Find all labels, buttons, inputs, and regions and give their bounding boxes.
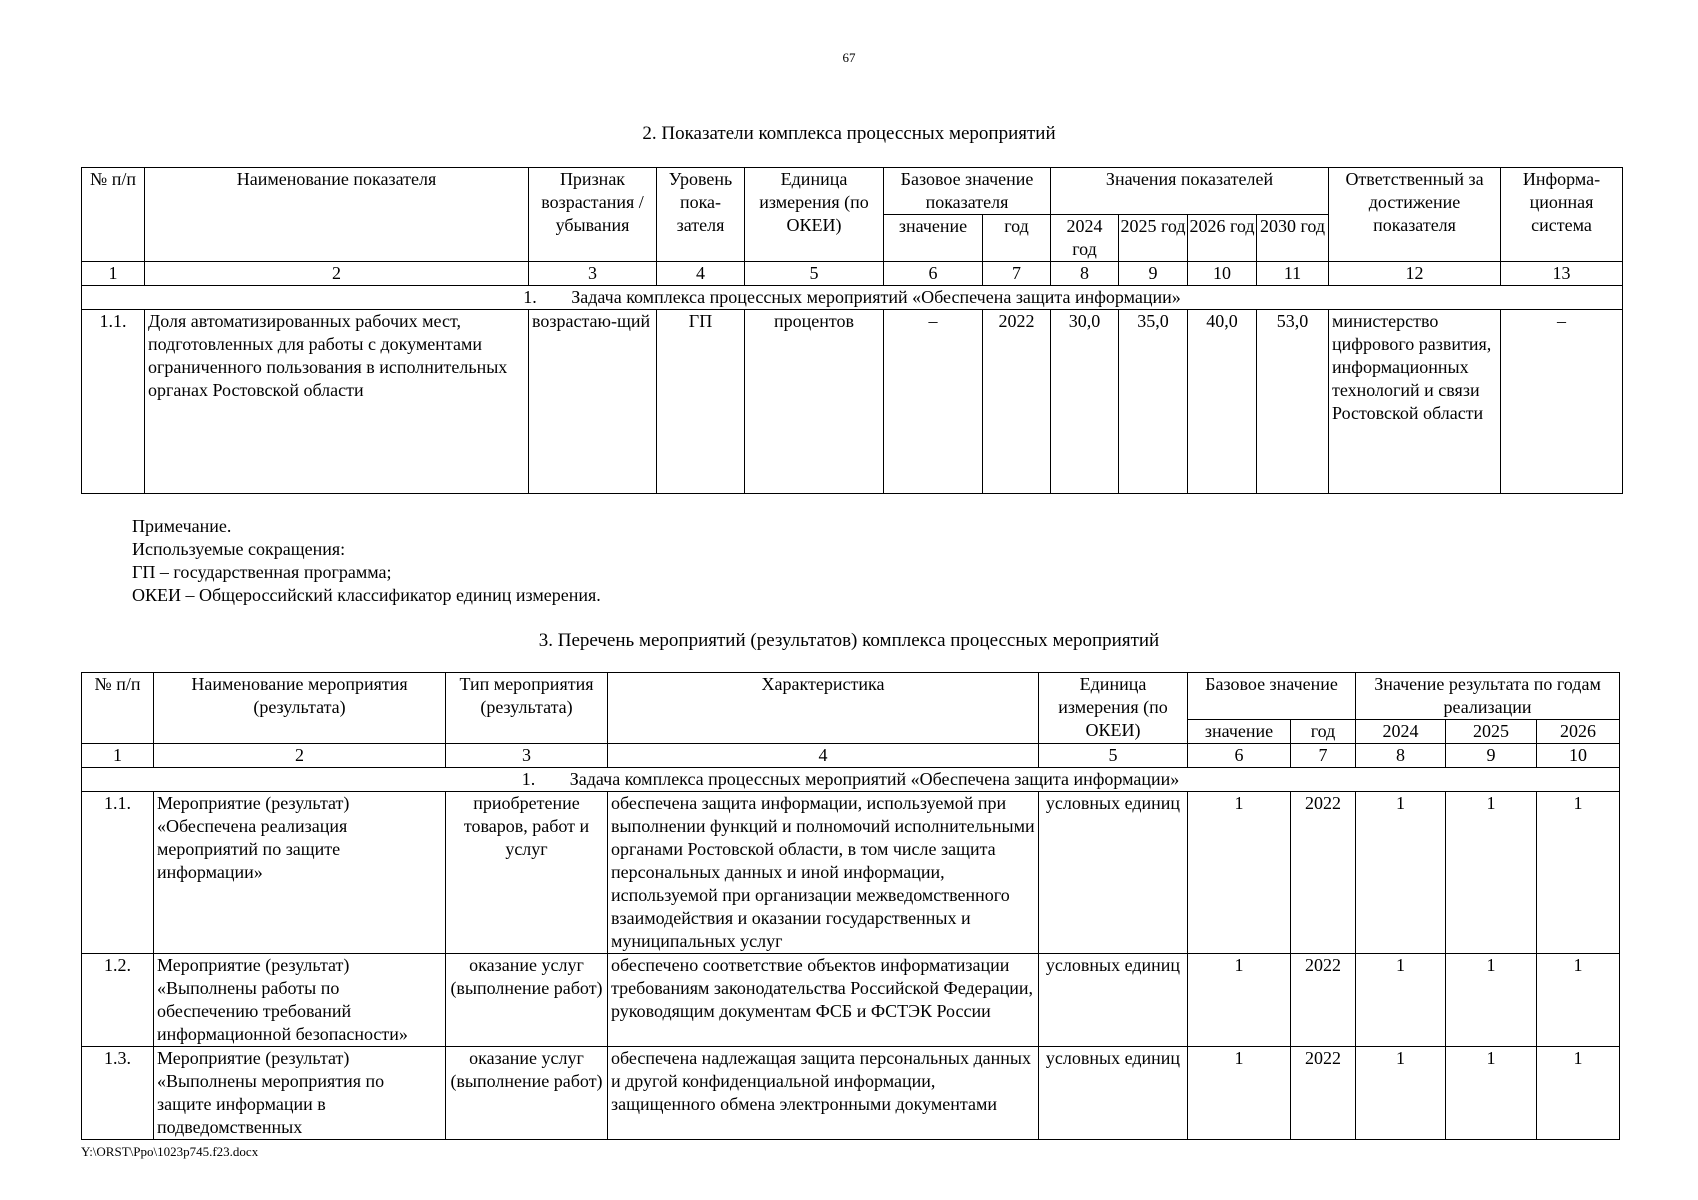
task-heading (82, 286, 1623, 310)
row-indicator-name: Доля автоматизированных рабочих мест, подготовленных для работы с документами ограниченного пользования в исполнительных органах Ростовской области (145, 310, 529, 494)
col-number: 13 (1501, 262, 1623, 286)
row-characteristic: обеспечена защита информации, используемой при выполнении функций и полномочий исполнительными органами Ростовской области, в том числе защита персональных данных и иной информации, используемой при организации межведомственного взаимодействия и оказании государственных и муниципальных услуг (608, 792, 1039, 954)
row-activity-name: Мероприятие (результат) «Выполнены мероприятия по защите информации в подведомственных (154, 1047, 446, 1140)
header-year-2026: 2026 (1537, 720, 1620, 744)
header-num: № п/п (82, 673, 154, 744)
row-unit: процентов (745, 310, 884, 494)
row-base-value: 1 (1188, 1047, 1291, 1140)
header-year-2024: 2024 год (1051, 215, 1119, 262)
header-year-2026: 2026 год (1188, 215, 1257, 262)
row-base-value: 1 (1188, 954, 1291, 1047)
col-number: 7 (983, 262, 1051, 286)
header-activity-type: Тип мероприятия (результата) (446, 673, 608, 744)
col-number: 11 (1257, 262, 1329, 286)
task-number: 1. (523, 287, 537, 307)
row-unit: условных единиц (1039, 1047, 1188, 1140)
row-value-2026: 1 (1537, 954, 1620, 1047)
row-num: 1.3. (82, 1047, 154, 1140)
header-base-year-col: год (983, 215, 1051, 262)
row-num: 1.2. (82, 954, 154, 1047)
column-number-row (82, 262, 1623, 286)
row-value-2026: 1 (1537, 1047, 1620, 1140)
header-base-year-col: год (1291, 720, 1356, 744)
task-text: Задача комплекса процессных мероприятий «Обеспечена защита информации» (569, 769, 1180, 789)
header-num: № п/п (82, 168, 145, 262)
header-year-2025: 2025 (1446, 720, 1537, 744)
table3-title: 3. Перечень мероприятий (результатов) комплекса процессных мероприятий (538, 630, 1160, 651)
header-unit: Единица измерения (по ОКЕИ) (745, 168, 884, 262)
row-activity-type: оказание услуг (выполнение работ) (446, 1047, 608, 1140)
row-activity-name: Мероприятие (результат) «Обеспечена реализация мероприятий по защите информации» (154, 792, 446, 954)
header-characteristic: Характеристика (608, 673, 1039, 744)
row-activity-type: оказание услуг (выполнение работ) (446, 954, 608, 1047)
header-year-2025: 2025 год (1119, 215, 1188, 262)
col-number: 9 (1119, 262, 1188, 286)
row-activity-type: приобретение товаров, работ и услуг (446, 792, 608, 954)
row-value-2025: 35,0 (1119, 310, 1188, 494)
header-base-value: Базовое значение показателя (884, 168, 1051, 215)
row-unit: условных единиц (1039, 954, 1188, 1047)
indicators-table (81, 167, 1623, 494)
row-level: ГП (657, 310, 745, 494)
note-block (132, 515, 601, 607)
note-line: ГП – государственная программа; (132, 562, 392, 582)
row-value-2025: 1 (1446, 954, 1537, 1047)
col-number: 10 (1188, 262, 1257, 286)
row-base-year: 2022 (1291, 792, 1356, 954)
col-number: 4 (608, 744, 1039, 768)
table-row (82, 310, 1623, 494)
row-value-2026: 1 (1537, 792, 1620, 954)
row-num: 1.1. (82, 310, 145, 494)
header-base-value-col: значение (1188, 720, 1291, 744)
header-base-value-col: значение (884, 215, 983, 262)
task-row (82, 768, 1620, 792)
header-year-2030: 2030 год (1257, 215, 1329, 262)
row-activity-name: Мероприятие (результат) «Выполнены работы по обеспечению требований информационной безопасности» (154, 954, 446, 1047)
table-row (82, 1047, 1620, 1140)
row-base-year: 2022 (1291, 954, 1356, 1047)
header-responsible: Ответственный за достижение показателя (1329, 168, 1501, 262)
note-title: Примечание. (132, 516, 232, 536)
row-value-2026: 40,0 (1188, 310, 1257, 494)
col-number: 3 (529, 262, 657, 286)
note-line: ОКЕИ – Общероссийский классификатор единиц измерения. (132, 585, 601, 605)
row-num: 1.1. (82, 792, 154, 954)
row-characteristic: обеспечена надлежащая защита персональных данных и другой конфиденциальной информации, защищенного обмена электронными документами (608, 1047, 1039, 1140)
column-number-row (82, 744, 1620, 768)
col-number: 3 (446, 744, 608, 768)
task-number: 1. (521, 769, 536, 789)
col-number: 6 (1188, 744, 1291, 768)
col-number: 9 (1446, 744, 1537, 768)
header-result-by-year: Значение результата по годам реализации (1356, 673, 1620, 720)
activities-table (81, 672, 1620, 1140)
col-number: 5 (745, 262, 884, 286)
row-value-2025: 1 (1446, 1047, 1537, 1140)
header-activity-name: Наименование мероприятия (результата) (154, 673, 446, 744)
col-number: 2 (145, 262, 529, 286)
row-base-value: 1 (1188, 792, 1291, 954)
header-info-system: Информа-ционная система (1501, 168, 1623, 262)
file-path-footer: Y:\ORST\Ppo\1023p745.f23.docx (81, 1144, 259, 1159)
col-number: 8 (1356, 744, 1446, 768)
row-base-value: – (884, 310, 983, 494)
col-number: 5 (1039, 744, 1188, 768)
row-responsible: министерство цифрового развития, информационных технологий и связи Ростовской области (1329, 310, 1501, 494)
row-base-year: 2022 (1291, 1047, 1356, 1140)
col-number: 10 (1537, 744, 1620, 768)
task-heading (82, 768, 1620, 792)
row-value-2025: 1 (1446, 792, 1537, 954)
table-row (82, 954, 1620, 1047)
row-sign: возрастаю-щий (529, 310, 657, 494)
header-level: Уровень пока-зателя (657, 168, 745, 262)
col-number: 4 (657, 262, 745, 286)
note-subtitle: Используемые сокращения: (132, 539, 346, 559)
page-number: 67 (842, 50, 856, 65)
row-value-2030: 53,0 (1257, 310, 1329, 494)
header-indicator-name: Наименование показателя (145, 168, 529, 262)
row-value-2024: 1 (1356, 1047, 1446, 1140)
col-number: 6 (884, 262, 983, 286)
col-number: 1 (82, 262, 145, 286)
row-value-2024: 1 (1356, 792, 1446, 954)
row-value-2024: 30,0 (1051, 310, 1119, 494)
table-row (82, 792, 1620, 954)
header-base-value: Базовое значение (1188, 673, 1356, 720)
header-year-2024: 2024 (1356, 720, 1446, 744)
header-unit: Единица измерения (по ОКЕИ) (1039, 673, 1188, 744)
row-base-year: 2022 (983, 310, 1051, 494)
col-number: 7 (1291, 744, 1356, 768)
task-text: Задача комплекса процессных мероприятий «Обеспечена защита информации» (571, 287, 1181, 307)
table2-title: 2. Показатели комплекса процессных мероприятий (642, 123, 1056, 144)
col-number: 8 (1051, 262, 1119, 286)
col-number: 1 (82, 744, 154, 768)
row-info-system: – (1501, 310, 1623, 494)
row-unit: условных единиц (1039, 792, 1188, 954)
col-number: 2 (154, 744, 446, 768)
row-characteristic: обеспечено соответствие объектов информатизации требованиям законодательства Российской Федерации, руководящим документам ФСБ и ФСТЭК России (608, 954, 1039, 1047)
col-number: 12 (1329, 262, 1501, 286)
row-value-2024: 1 (1356, 954, 1446, 1047)
header-sign: Признак возрастания / убывания (529, 168, 657, 262)
header-indicator-values: Значения показателей (1051, 168, 1329, 215)
task-row (82, 286, 1623, 310)
